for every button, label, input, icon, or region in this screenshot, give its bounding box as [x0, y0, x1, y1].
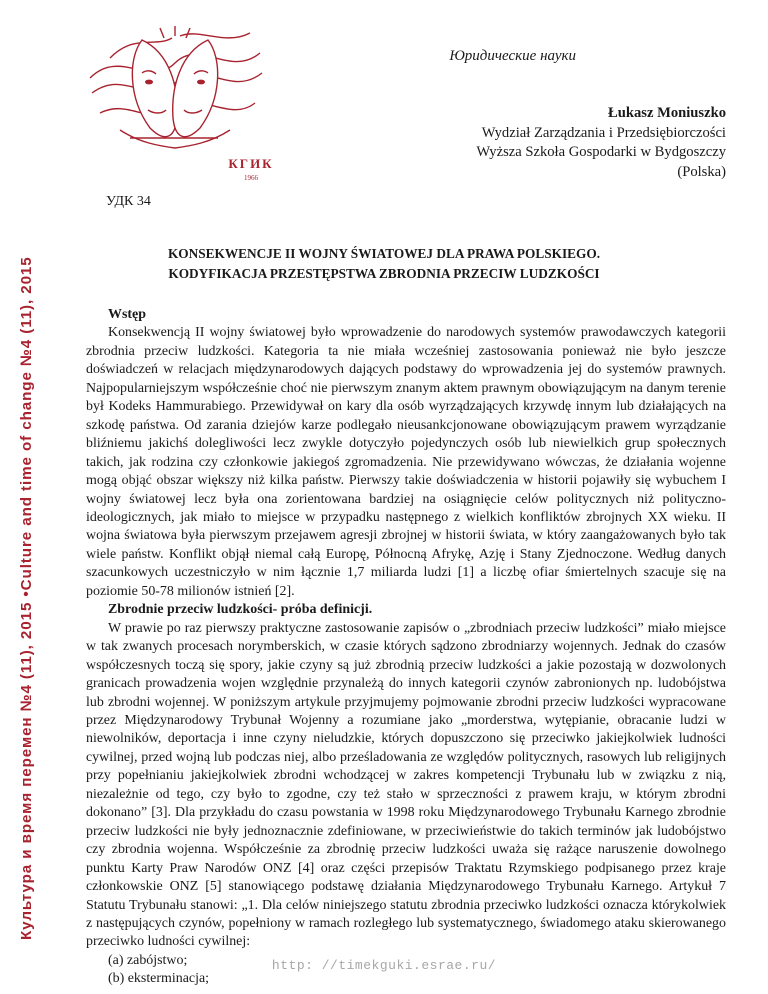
- list-item: (a) zabójstwo;: [108, 952, 188, 968]
- footer-url[interactable]: http: //timekguki.esrae.ru/: [271, 958, 497, 973]
- author-name: Łukasz Moniuszko: [608, 105, 726, 121]
- paragraph: W prawie po raz pierwszy praktyczne zastosowanie zapisów o „zbrodniach przeciw ludzkości” miało miejsce w tak zwanych procesach norymberskich, w czasie których sądzono zbrodniarzy wojennych. Jednak do czasów współczesnych toczą się spory, jakie czyny są już zbrodnią przeciw ludzkości a jakie pozostają w dozwolonych granicach prowadzenia wojen względnie przynależą do innych kategorii czynów zabronionych np. ludobójstwa lub zbrodni wojennej. W poniższym artykule przyjmujemy pojmowanie zbrodni przeciw ludzkości wypracowane przez Międzynarodowy Trybunał Wojenny a rozumiane jako „morderstwa, wytępianie, obracanie ludzi w niewolników, deportacja i inne czyny nieludzkie, których dopuszczono się przeciwko jakiejkolwiek ludności cywilnej, przed wojną lub podczas niej, albo prześladowania ze względów politycznych, rasowych lub religijnych przy popełnianiu jakiejkolwiek zbrodni wchodzącej w zakres kompetencji Trybunału lub w związku z nią, niezależnie od tego, czy było to zgodne, czy też stało w sprzeczności z prawem kraju, w którym zbrodni dokonano” [3]. Dla przykładu do czasu powstania w 1998 roku Międzynarodowego Trybunału Karnego zbrodnie przeciw ludzkości nie były jednoznacznie zdefiniowane, w przeciwieństwie do takich terminów jak ludobójstwo czy zbrodnia wojenna. Współcześnie za zbrodnię przeciw ludzkości uważa się rażące naruszenie dowolnego punktu Karty Praw Narodów ONZ [4] oraz części przepisów Traktatu Rzymskiego podpisanego przez kraje członkowskie ONZ [5] stanowiącego podstawę działania Międzynarodowego Trybunału Karnego. Artykuł 7 Statutu Trybunału stanowi: „1. Dla celów niniejszego statutu zbrodnia przeciwko ludzkości oznacza którykolwiek z następujących czynów, popełniony w ramach rozległego lub systematycznego, świadomego ataku skierowanego przeciwko ludności cywilnej:: [86, 620, 726, 950]
- author-block: [476, 104, 726, 182]
- paragraph: Konsekwencją II wojny światowej było wprowadzenie do narodowych systemów prawodawczych kategorii zbrodnia przeciw ludzkości. Kategoria ta nie miała wcześniej zastosowania ponieważ nie było jeszcze doświadczeń w relacjach międzynarodowych dających podstawy do wprowadzenia jej do systemów prawnych. Najpopularniejszym współcześnie choć nie pierwszym znanym aktem prawnym obowiązującym na danym terenie był Kodeks Hammurabiego. Przewidywał on kary dla osób wyrządzających krzywdę innym lub działających na szkodę państwa. Od zarania dziejów karze podlegało nieusankcjonowane obowiązującym prawem wyrządzanie bliźniemu jakichś dolegliwości lecz zwykle dotyczyło pojedynczych osób lub niewielkich grup społecznych takich, jak rodzina czy członkowie jakiegoś zgromadzenia. Nie przewidywano wówczas, że działania wojenne mogą objąć obszar większy niż kilka państw. Pierwszy takie doświadczenia w historii pojawiły się wybuchem I wojny światowej lecz była ona zorientowana bardziej na osiągnięcie celów politycznych niż polityczno-ideologicznych, jak miało to miejsce w przypadku następnego z wielkich konfliktów zbrojnych XX wieku. II wojna światowa była pierwszym przejawem agresji zbrojnej w historii świata, w który zaangażowanych było tak wiele państw. Konflikt objął niemal całą Europę, Północną Afrykę, Azję i Stany Zjednoczone. Według danych szacunkowych uczestniczyło w nim łącznie 1,7 miliarda ludzi [1] a liczbę ofiar śmiertelnych szacuje się na poziomie 50-78 milionów istnień [2].: [86, 325, 726, 599]
- title-line: KODYFIKACJA PRZESTĘPSTWA ZBRODNIA PRZECIW LUDZKOŚCI: [168, 266, 600, 281]
- side-banner: [0, 0, 64, 994]
- affiliation-line: (Polska): [677, 163, 726, 180]
- title-line: KONSEKWENCJE II WOJNY ŚWIATOWEJ DLA PRAWA POLSKIEGO.: [167, 246, 601, 261]
- mask-logo-icon: [80, 18, 270, 178]
- logo-caption: КГИК: [228, 156, 274, 171]
- section-heading: Zbrodnie przeciw ludzkości- próba definicji.: [108, 602, 373, 618]
- journal-logo: [80, 18, 274, 182]
- list-item: (b) eksterminacja;: [108, 971, 209, 987]
- section-heading: Wstęp: [108, 307, 146, 322]
- article-title: [0, 244, 768, 284]
- journal-section-title: Юридические науки: [449, 48, 576, 64]
- udk-code: УДК 34: [106, 194, 151, 209]
- affiliation-line: Wydział Zarządzania i Przedsiębiorczości: [481, 124, 726, 141]
- side-banner-text: Культура и время перемен №4 (11), 2015 •Culture and time of change №4 (11), 2015: [18, 256, 35, 940]
- article-body: [86, 306, 726, 989]
- logo-year: 1966: [244, 174, 258, 182]
- affiliation-line: Wyższa Szkoła Gospodarki w Bydgoszczy: [476, 144, 726, 160]
